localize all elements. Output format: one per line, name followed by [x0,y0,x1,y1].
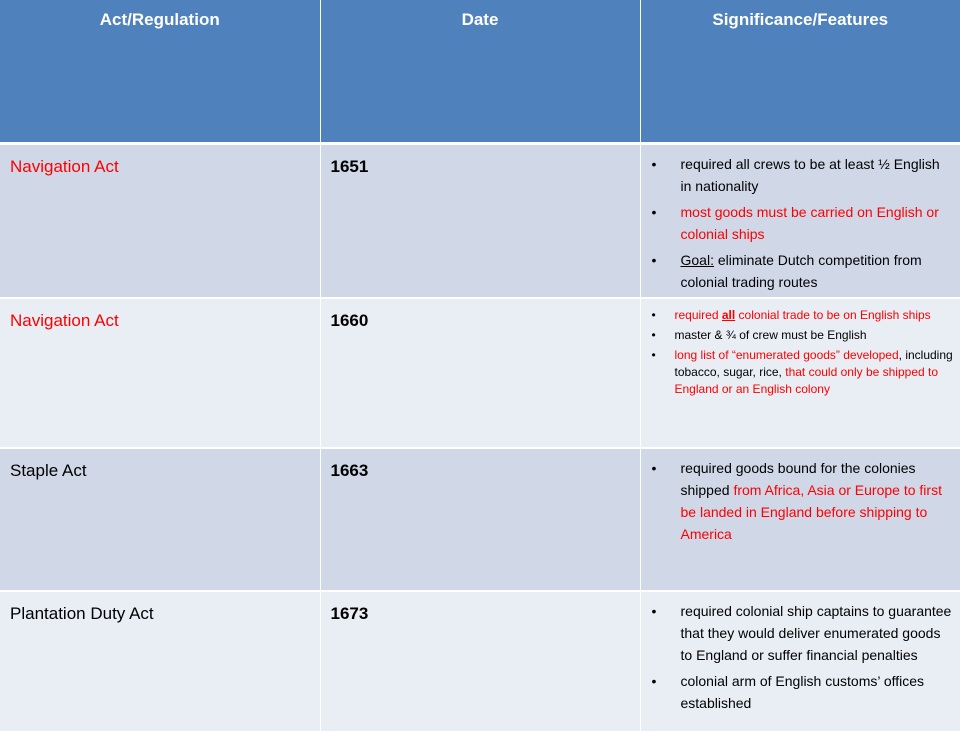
feature-item: • most goods must be carried on English or colonial ships [649,201,955,245]
bullet-icon: • [651,672,657,689]
feature-item: • long list of “enumerated goods” developed, including tobacco, sugar, rice, that could only be shipped to England or an English colony [651,347,953,396]
table-row [0,591,960,732]
table-row [0,298,960,448]
bullet-icon: • [651,327,656,342]
bullet-icon: • [651,347,656,362]
act-features [640,591,960,732]
header-date: Date [320,0,640,143]
header-act-regulation: Act/Regulation [0,0,320,143]
feature-item: • required all crews to be at least ½ English in nationality [649,153,955,197]
act-features [640,298,960,448]
feature-item: • Goal: eliminate Dutch competition from colonial trading routes [649,249,955,293]
act-date: 1663 [320,448,640,591]
feature-item: • required colonial ship captains to guarantee that they would deliver enumerated goods to England or suffer financial penalties [649,600,955,666]
header-significance: Significance/Features [640,0,960,143]
feature-item: • colonial arm of English customs’ offices established [649,670,955,714]
bullet-icon: • [651,602,657,619]
table-row [0,143,960,298]
table-row [0,448,960,591]
header-row [0,0,960,143]
act-date: 1660 [320,298,640,448]
bullet-icon: • [651,307,656,322]
feature-item: • required goods bound for the colonies shipped from Africa, Asia or Europe to first be landed in England before shipping to America [649,457,955,545]
act-features [640,448,960,591]
act-name: Staple Act [0,448,320,591]
act-date: 1673 [320,591,640,732]
bullet-icon: • [651,251,657,268]
feature-item: • master & ¾ of crew must be English [651,327,867,342]
act-name: Plantation Duty Act [0,591,320,732]
act-date: 1651 [320,143,640,298]
bullet-icon: • [651,155,657,172]
bullet-icon: • [651,203,657,220]
bullet-icon: • [651,459,657,476]
emphasis-all: all [721,307,736,322]
goal-label: Goal: [680,251,714,268]
feature-item: • required all colonial trade to be on English ships [651,307,931,322]
act-name: Navigation Act [0,298,320,448]
act-name: Navigation Act [0,143,320,298]
act-features [640,143,960,298]
